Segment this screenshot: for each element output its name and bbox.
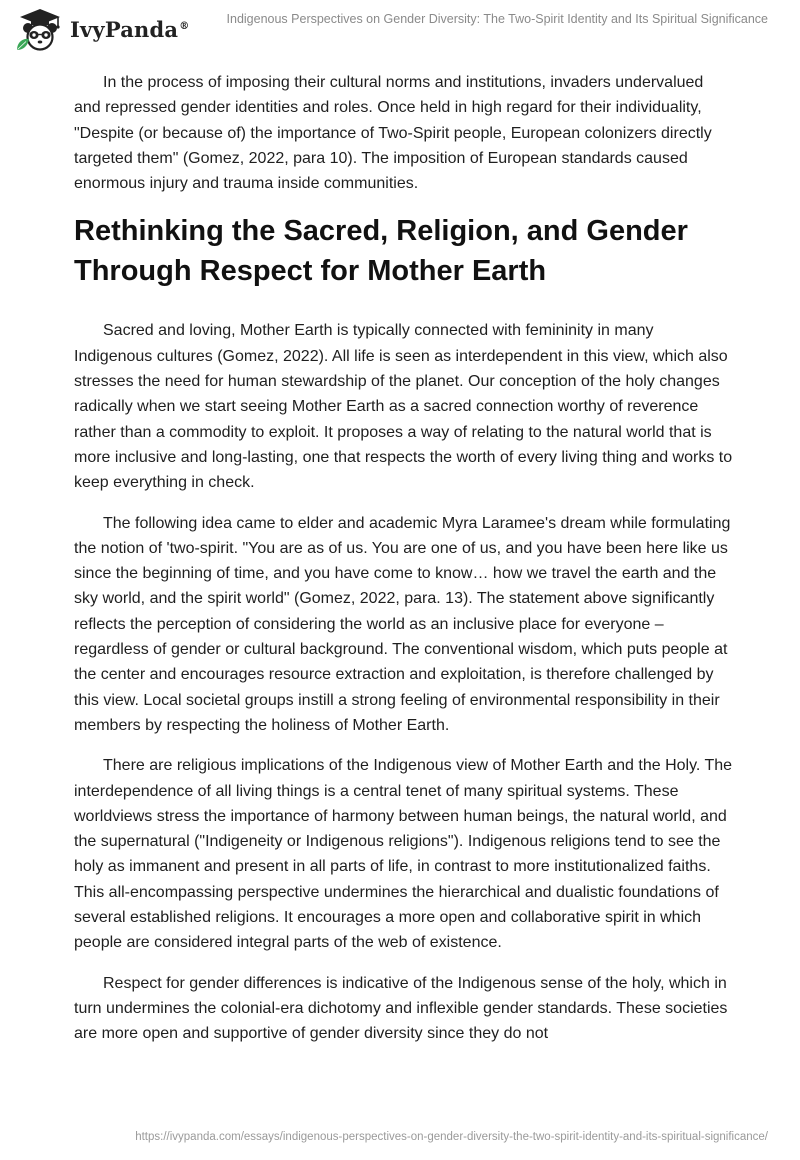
ivypanda-logo[interactable] xyxy=(14,6,189,52)
section-heading: Rethinking the Sacred, Religion, and Gender Through Respect for Mother Earth xyxy=(74,215,688,287)
page-header xyxy=(0,0,800,60)
body-paragraph: Respect for gender differences is indicative of the Indigenous sense of the holy, which in turn undermines the colonial-era dichotomy and inflexible gender standards. These societies are more open and supportive of gender diversity since they do not xyxy=(74,974,728,1043)
body-paragraph: Sacred and loving, Mother Earth is typically connected with femininity in many Indigenous cultures (Gomez, 2022). All life is seen as interdependent in this view, which also stresses the need for human stewardship of the planet. Our conception of the holy changes radically when we start seeing Mother Earth as a sacred connection worthy of reverence rather than a commodity to exploit. It proposes a way of relating to the natural world that is more inclusive and long-lasting, one that respects the worth of every living thing and works to keep everything in check. xyxy=(74,322,733,492)
brand-name xyxy=(70,17,189,42)
body-paragraph: The following idea came to elder and academic Myra Laramee's dream while formulating the notion of 'two-spirit. "You are as of us. You are one of us, and you have been here like us since the beginning of time, and you have come to know… how we travel the earth and the sky world, and the spirit world" (Gomez, 2022, para. 13). The statement above significantly reflects the perception of considering the world as an inclusive place for everyone – regardless of gender or cultural background. The conventional wisdom, which puts people at the center and encourages resource extraction and exploitation, is therefore challenged by this view. Local societal groups instill a strong feeling of environmental responsibility in their members by respecting the holiness of Mother Earth. xyxy=(74,514,731,734)
body-paragraph: There are religious implications of the Indigenous view of Mother Earth and the Holy. The interdependence of all living things is a central tenet of many spiritual systems. These worldviews stress the importance of harmony between human beings, the natural world, and the supernatural ("Indigeneity or Indigenous religions"). Indigenous religions tend to see the holy as immanent and present in all parts of life, in contrast to more institutionalized faiths. This all-encompassing perspective undermines the hierarchical and dualistic foundations of several established religions. It encourages a more open and collaborative spirit in which people are considered integral parts of the web of existence. xyxy=(74,757,733,952)
panda-graduate-icon xyxy=(14,6,66,52)
intro-paragraph: In the process of imposing their cultural norms and institutions, invaders undervalued and repressed gender identities and roles. Once held in high regard for their individuality, "Despite (or because of) the importance of Two-Spirit people, European colonizers directly targeted them" (Gomez, 2022, para 10). The imposition of European standards caused enormous injury and trauma inside communities. xyxy=(74,74,712,193)
essay-body xyxy=(74,70,734,1062)
document-title: Indigenous Perspectives on Gender Diversity: The Two-Spirit Identity and Its Spiritual Significance xyxy=(226,12,768,26)
source-url[interactable]: https://ivypanda.com/essays/indigenous-perspectives-on-gender-diversity-the-two-spirit-identity-and-its-spiritual-significance/ xyxy=(135,1131,768,1143)
registered-mark: ® xyxy=(179,20,190,32)
brand-name-text: IvyPanda xyxy=(70,16,179,42)
